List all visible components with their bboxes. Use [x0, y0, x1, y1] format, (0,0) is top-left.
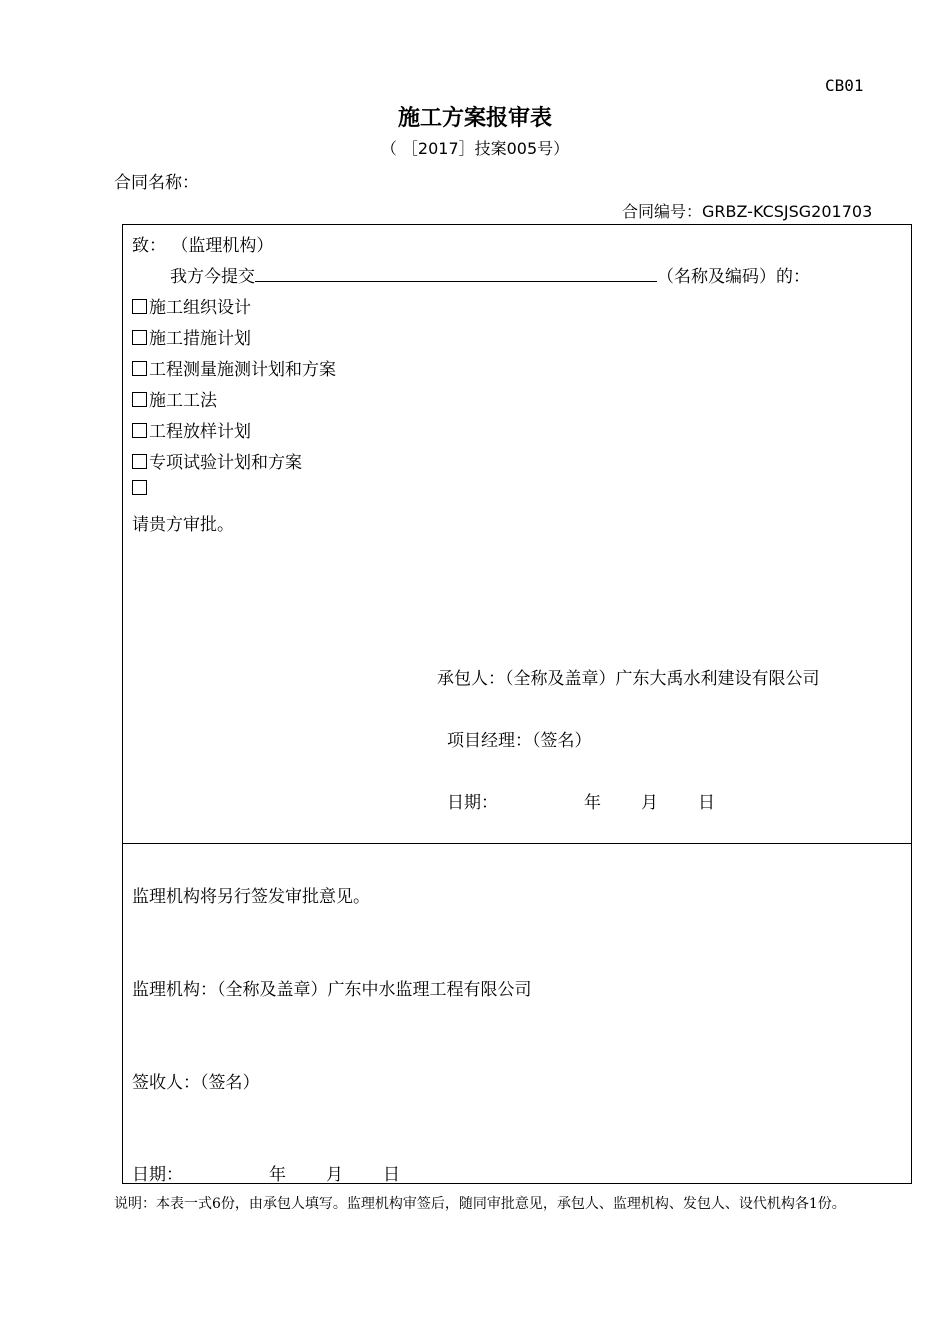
option-construction-measures[interactable] — [132, 324, 251, 349]
day-label: 日 — [383, 1165, 400, 1185]
checkbox[interactable] — [132, 392, 147, 407]
checkbox[interactable] — [132, 330, 147, 345]
submit-prefix: 我方今提交 — [170, 267, 255, 287]
request-text: 请贵方审批。 — [132, 515, 234, 535]
contractor-date-line — [447, 788, 715, 813]
option-label: 施工工法 — [149, 391, 217, 411]
contract-name-label: 合同名称： — [114, 173, 199, 193]
checkbox[interactable] — [132, 423, 147, 438]
option-label: 施工组织设计 — [149, 298, 251, 318]
checkbox[interactable] — [132, 454, 147, 469]
option-label: 工程测量施测计划和方案 — [149, 360, 336, 380]
submission-name-blank[interactable] — [255, 263, 657, 282]
checkbox[interactable] — [132, 361, 147, 376]
document-number: （ ［2017］技案005号） — [380, 139, 570, 158]
option-construction-method[interactable] — [132, 386, 217, 411]
approval-notice: 监理机构将另行签发审批意见。 — [132, 887, 370, 907]
supervisor-line: 监理机构：（全称及盖章）广东中水监理工程有限公司 — [132, 980, 532, 1000]
form-table — [122, 224, 912, 1184]
option-label: 施工措施计划 — [149, 329, 251, 349]
option-label: 专项试验计划和方案 — [149, 453, 302, 473]
submission-line — [170, 262, 810, 287]
submit-suffix: （名称及编码）的： — [657, 267, 810, 287]
month-label: 月 — [641, 793, 658, 813]
project-manager-line: 项目经理：（签名） — [447, 731, 592, 751]
option-survey-plan[interactable] — [132, 355, 336, 380]
option-layout-plan[interactable] — [132, 417, 251, 442]
year-label: 年 — [269, 1165, 286, 1185]
addressee: 致： （监理机构） — [132, 236, 274, 256]
page-title: 施工方案报审表 — [397, 106, 552, 131]
option-label: 工程放样计划 — [149, 422, 251, 442]
option-special-test-plan[interactable] — [132, 448, 302, 473]
supervisor-date-line — [132, 1160, 400, 1185]
option-other[interactable] — [132, 479, 149, 499]
day-label: 日 — [698, 793, 715, 813]
checkbox[interactable] — [132, 299, 147, 314]
section-divider — [123, 843, 911, 844]
receiver-line: 签收人：（签名） — [132, 1073, 260, 1093]
contract-number: 合同编号：GRBZ-KCSJSG201703 — [622, 202, 873, 221]
date-label: 日期： — [447, 793, 498, 813]
footer-note: 说明：本表一式6份，由承包人填写。监理机构审签后，随同审批意见，承包人、监理机构、发包人、设代机构各1份。 — [114, 1196, 846, 1212]
date-label: 日期： — [132, 1165, 183, 1185]
option-construction-organization[interactable] — [132, 293, 251, 318]
form-code: CB01 — [825, 76, 864, 95]
contractor-line: 承包人：（全称及盖章）广东大禹水利建设有限公司 — [437, 669, 820, 689]
month-label: 月 — [326, 1165, 343, 1185]
year-label: 年 — [584, 793, 601, 813]
checkbox[interactable] — [132, 480, 147, 495]
